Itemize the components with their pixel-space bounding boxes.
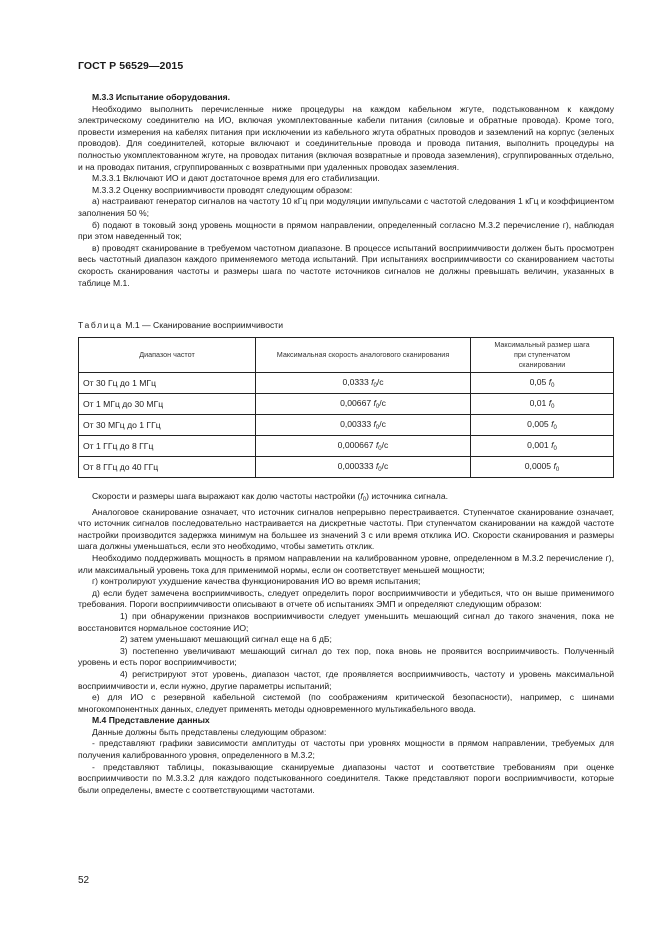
table-cell-step: 0,01 $f_0$	[471, 394, 614, 415]
paragraph: Скорости и размеры шага выражают как долю частоты настройки $(f_0)$ источника сигнала.	[92, 491, 448, 503]
table-cell-step: 0,0005 $f_0$	[471, 457, 614, 478]
susceptibility-scan-table	[78, 337, 614, 478]
bullet-item: - представляют графики зависимости амплитуды от частоты при уровнях мощности в прямом направлении, требуемых для получения калиброванного уровня, определенного в М.3.2;	[78, 738, 614, 761]
list-item: д) если будет замечена восприимчивость, следует определить порог восприимчивости и убедиться, что он выше применимого требования. Пороги восприимчивости описывают в отчете об испытаниях ЭМП и определяют следующим образом:	[78, 587, 614, 610]
page-number: 52	[78, 875, 90, 886]
table-caption-text: М.1 — Сканирование восприимчивости	[122, 320, 284, 330]
paragraph: М.3.3.2 Оценку восприимчивости проводят следующим образом:	[92, 184, 353, 195]
list-item: г) контролируют ухудшение качества функционирования ИО во время испытания;	[92, 576, 421, 587]
table-row	[79, 415, 614, 436]
table-cell-rate: 0,00333 $f_0/с$	[256, 415, 471, 436]
paragraph: М.3.3.1 Включают ИО и дают достаточное время для его стабилизации.	[92, 173, 380, 184]
table-header-cell: Максимальная скорость аналогового сканирования	[256, 338, 471, 373]
list-item: в) проводят сканирование в требуемом частотном диапазоне. В процессе испытаний восприимчивости должен быть просмотрен весь частотный диапазон каждого применяемого метода испытаний. При испытаниях восприимчивости со сканированием частоты скорость сканирования частоты и размеры шага по частоте источников сигналов не должны превышать величин, указанных в таблице М.1.	[78, 242, 614, 288]
table-cell-rate: 0,00667 $f_0/с$	[256, 394, 471, 415]
table-row	[79, 373, 614, 394]
sub-list-item: 3) постепенно увеличивают мешающий сигнал до тех пор, пока вновь не проявится восприимчивость. Полученный уровень и есть порог восприимчивости;	[78, 645, 614, 668]
table-row	[79, 394, 614, 415]
table-header-row	[79, 338, 614, 373]
bullet-item: - представляют таблицы, показывающие сканируемые диапазоны частот и соответствие требованиям при оценке восприимчивости по М.3.3.2 для каждого подстыкованного соединителя. Также представляют пороги восприимчивости, которые были определены, вместе с соответствующими частотами.	[78, 761, 614, 795]
sub-list-item: 4) регистрируют этот уровень, диапазон частот, где проявляется восприимчивость, частоту и уровень максимальной восприимчивости и, если нужно, другие параметры испытаний;	[78, 668, 614, 691]
list-item: е) для ИО с резервной кабельной системой (по соображениям критической безопасности), например, с шинами многокомпонентных данных, следует применять методы одновременного мультикабельного ввода.	[78, 692, 614, 714]
table-cell-range: От 1 МГц до 30 МГц	[79, 394, 256, 415]
section-title-m33: М.3.3 Испытание оборудования.	[92, 92, 231, 102]
table-cell-range: От 1 ГГц до 8 ГГц	[79, 436, 256, 457]
sub-list-item: 1) при обнаружении признаков восприимчивости следует уменьшить мешающий сигнал до такого значения, пока не восстановится нормальное состояние ИО;	[78, 610, 614, 633]
paragraph: Аналоговое сканирование означает, что источник сигналов непрерывно перестраивается. Ступенчатое сканирование означает, что источник сигналов последовательно настраивается на дискретные частоты. При ступенчатом сканировании на каждой частоте настройки производится задержка минимум на большее из значений 3 с или время отклика ИО. Скорости сканирования и размеры шага должны уменьшаться, если это необходимо, чтобы заметить отклик.	[78, 506, 614, 552]
table-row	[79, 457, 614, 478]
table-cell-step: 0,001 $f_0$	[471, 436, 614, 457]
section-m33	[78, 92, 614, 289]
table-cell-rate: 0,0333 $f_0/с$	[256, 373, 471, 394]
section-after-table	[78, 491, 614, 796]
table-cell-rate: 0,000333 $f_0/с$	[256, 457, 471, 478]
table-caption-prefix: Таблица	[78, 320, 123, 330]
paragraph: Необходимо поддерживать мощность в прямом направлении на калиброванном уровне, определенном в М.3.2 перечисление г), или максимальный уровень тока для применимой нормы, если он соответствует меньшей мощности;	[78, 552, 614, 575]
table-cell-rate: 0,000667 $f_0/с$	[256, 436, 471, 457]
list-item: а) настраивают генератор сигналов на частоту 10 кГц при модуляции импульсами с частотой следования 1 кГц и коэффициентом заполнения 50 %;	[78, 196, 614, 218]
table-header-cell: Диапазон частот	[79, 338, 256, 373]
table-caption	[78, 320, 283, 330]
table-header-cell: Максимальный размер шага при ступенчатом сканировании	[471, 338, 614, 373]
list-item: б) подают в токовый зонд уровень мощности в прямом направлении, определенный согласно М.3.2 перечисление г), наблюдая при этом наведенный ток;	[78, 219, 614, 242]
table-row	[79, 436, 614, 457]
section-title-m4: М.4 Представление данных	[92, 715, 210, 726]
table-cell-step: 0,005 $f_0$	[471, 415, 614, 436]
paragraph: Необходимо выполнить перечисленные ниже процедуры на каждом кабельном жгуте, подстыкованном к каждому электрическому соединителю на ИО, включая укомплектованные кабели питания (силовые и обратные провода). Кроме того, провести измерения на кабелях питания при исключении из кабельного жгута обратных проводов и заземлений на корпус (зеленых проводов). Для соединителей, которые включают и соединительные провода и провода питания, выполнить процедуры на полностью укомплектованном жгуте, на проводах питания (включая возвратные и провода заземления), сгруппированных отдельно, и на проводах питания, сгруппированных с возвратными при удаленных проводах заземления.	[78, 103, 614, 172]
sub-list-item: 2) затем уменьшают мешающий сигнал еще на 6 дБ;	[120, 634, 332, 645]
table-cell-range: От 30 МГц до 1 ГГц	[79, 415, 256, 436]
table-cell-range: От 8 ГГц до 40 ГГц	[79, 457, 256, 478]
paragraph: Данные должны быть представлены следующим образом:	[92, 726, 327, 737]
document-header: ГОСТ Р 56529—2015	[78, 60, 184, 72]
table-cell-step: 0,05 $f_0$	[471, 373, 614, 394]
table-cell-range: От 30 Гц до 1 МГц	[79, 373, 256, 394]
